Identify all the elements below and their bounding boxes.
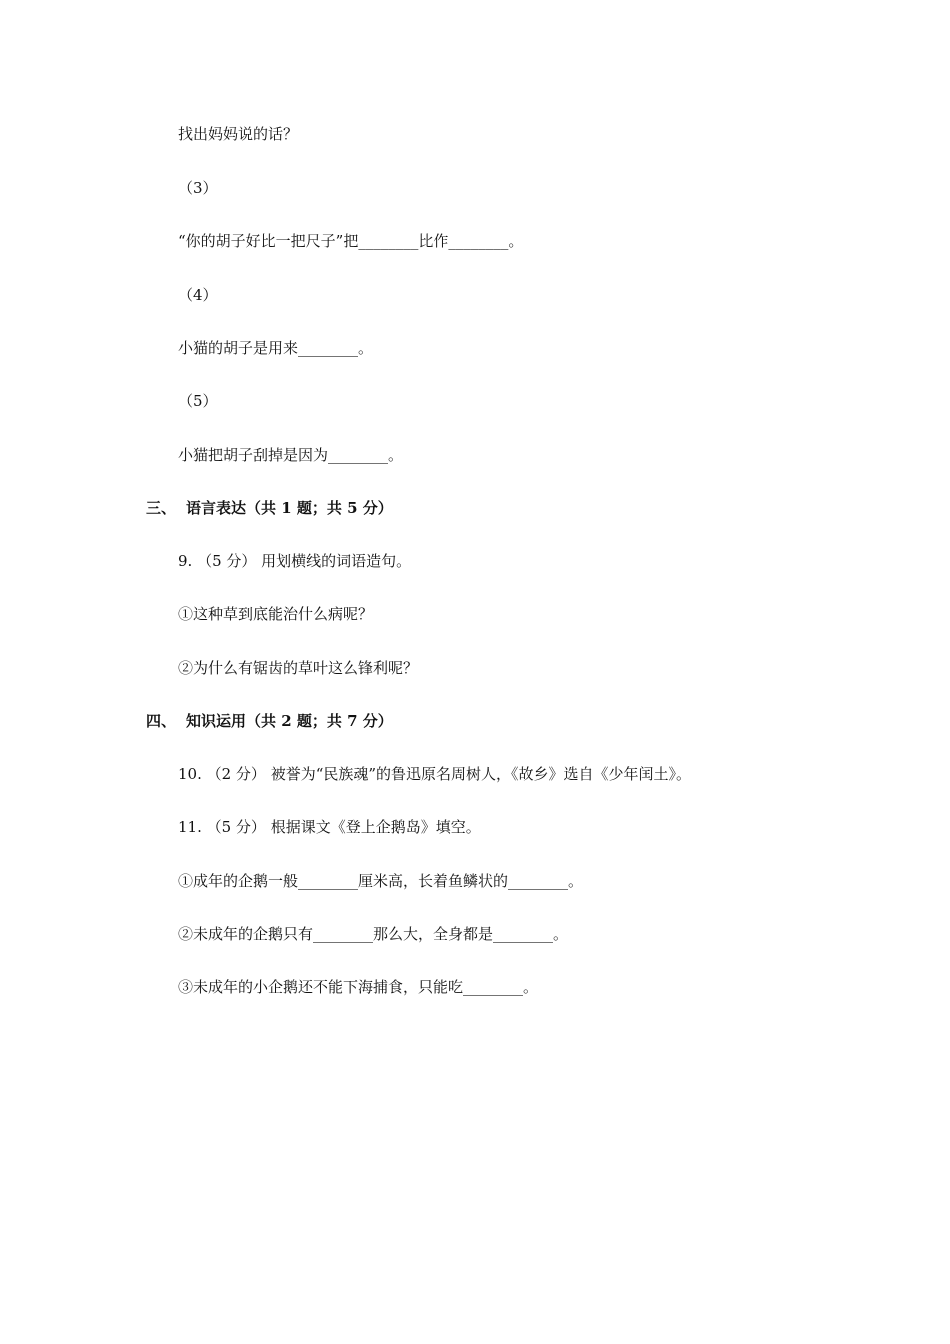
q8-sub4-number: （4） — [178, 286, 218, 304]
q8-sub5-text: 小猫把胡子刮掉是因为________。 — [178, 446, 404, 464]
q8-sub5-number: （5） — [178, 392, 218, 410]
section3-title: 语言表达（共 1 题；共 5 分） — [186, 499, 393, 517]
q9-item2: ②为什么有锯齿的草叶这么锋利呢？ — [178, 659, 419, 677]
q8-sub3-text: “你的胡子好比一把尺子”把________比作________。 — [178, 232, 524, 250]
q11-text: 11. （5 分） 根据课文《登上企鹅岛》填空。 — [178, 818, 481, 836]
section4-number: 四、 — [146, 712, 177, 730]
q8-sub2-prompt: 找出妈妈说的话？ — [178, 125, 299, 143]
q8-sub4-text: 小猫的胡子是用来________。 — [178, 339, 374, 357]
q9-item1: ①这种草到底能治什么病呢？ — [178, 605, 374, 623]
q8-sub3-number: （3） — [178, 179, 218, 197]
q11-item3: ③未成年的小企鹅还不能下海捕食，只能吃________。 — [178, 978, 539, 996]
section4-title: 知识运用（共 2 题；共 7 分） — [186, 712, 393, 730]
q11-item1: ①成年的企鹅一般________厘米高，长着鱼鳞状的________。 — [178, 872, 584, 890]
q11-item2: ②未成年的企鹅只有________那么大，全身都是________。 — [178, 925, 569, 943]
section4-heading — [146, 711, 393, 731]
section3-heading — [146, 498, 393, 518]
q9-text: 9. （5 分） 用划横线的词语造句。 — [178, 552, 412, 570]
section3-number: 三、 — [146, 499, 177, 517]
q10-text: 10. （2 分） 被誉为“民族魂”的鲁迅原名周树人，《故乡》选自《少年闰土》。 — [178, 765, 692, 783]
